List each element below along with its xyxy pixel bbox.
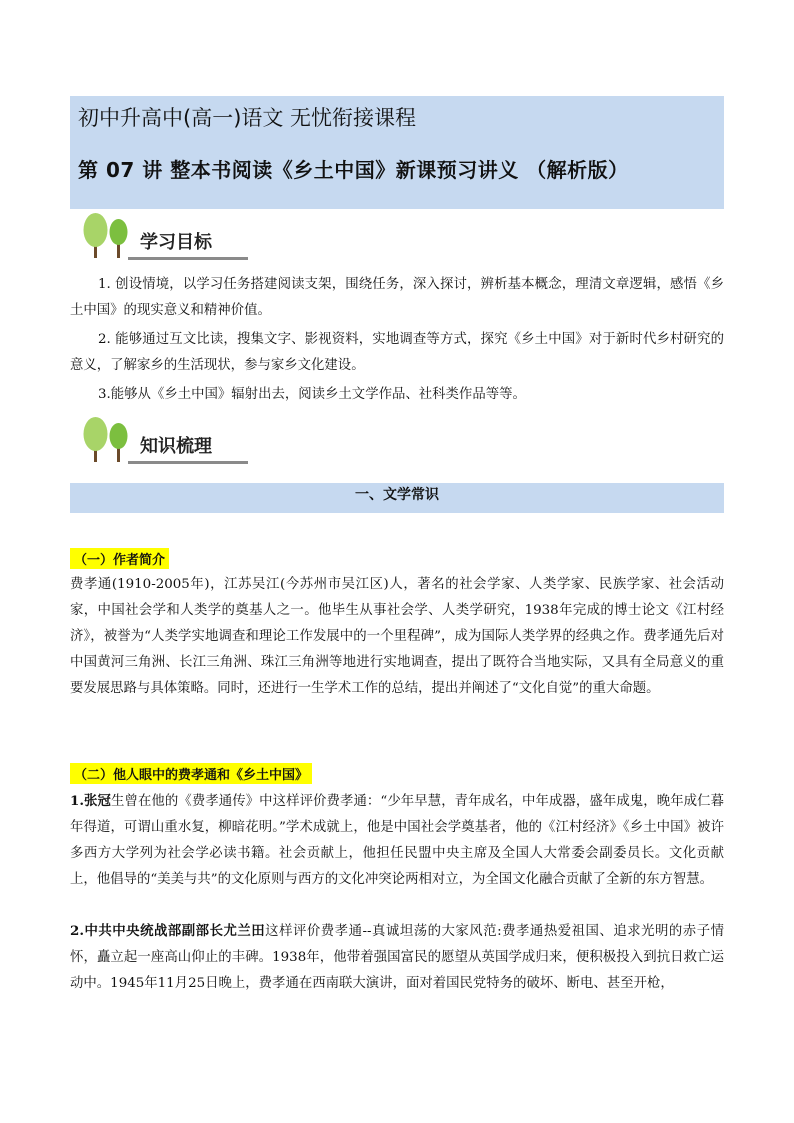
tree-icon xyxy=(80,212,136,258)
section-underline xyxy=(128,461,248,464)
section-goals-heading xyxy=(80,212,250,262)
goal-item-3: 3.能够从《乡土中国》辐射出去，阅读乡土文学作品、社科类作品等等。 xyxy=(98,387,526,402)
literature-band: 一、文学常识 xyxy=(70,483,724,513)
goal-item-1: 1. 创设情境，以学习任务搭建阅读支架，围绕任务，深入探讨，辨析基本概念，理清文章逻辑，感悟《乡土中国》的现实意义和精神价值。 xyxy=(70,277,724,318)
tree-icon xyxy=(80,416,136,462)
header-band xyxy=(70,96,724,209)
item-2-lead: 2.中共中央统战部副部长尤兰田 xyxy=(70,923,266,939)
item-1-text: 生曾在他的《费孝通传》中这样评价费孝通：“少年早慧，青年成名，中年成器，盛年成鬼，晚年成仁暮年得道，可谓山重水复，柳暗花明。”学术成就上，他是中国社会学奠基者，他的《江村经济》《乡土中国》被许多西方大学列为社会学必读书籍。社会贡献上，他担任民盟中央主席及全国人大常委会副委员长。文化贡献上，他倡导的“美美与共”的文化原则与西方的文化冲突论两相对立，为全国文化融合贡献了全新的东方智慧。 xyxy=(70,794,724,887)
others-item-1 xyxy=(70,788,724,893)
others-item-2 xyxy=(70,918,724,997)
course-title: 初中升高中(高一)语文 无忧衔接课程 xyxy=(78,106,417,130)
section-goals-label: 学习目标 xyxy=(140,232,212,253)
section-underline xyxy=(128,257,248,260)
item-2-text: 这样评价费孝通--真诚坦荡的大家风范:费孝通热爱祖国、追求光明的赤子情怀，矗立起一座高山仰止的丰碑。1938年，他带着强国富民的愿望从英国学成归来，便积极投入到抗日救亡运动中。1945年11月25日晚上，费孝通在西南联大演讲，面对着国民党特务的破坏、断电、甚至开枪， xyxy=(70,924,724,991)
author-heading: （一）作者简介 xyxy=(70,548,169,569)
others-heading: （二）他人眼中的费孝通和《乡土中国》 xyxy=(70,763,312,784)
author-text: 费孝通(1910-2005年)，江苏吴江(今苏州市吴江区)人，著名的社会学家、人类学家、民族学家、社会活动家，中国社会学和人类学的奠基人之一。他毕生从事社会学、人类学研究，1938年完成的博士论文《江村经济》，被誉为“人类学实地调查和理论工作发展中的一个里程碑”，成为国际人类学界的经典之作。费孝通先后对中国黄河三角洲、长江三角洲、珠江三角洲等地进行实地调查，提出了既符合当地实际，又具有全局意义的重要发展思路与具体策略。同时，还进行一生学术工作的总结，提出并阐述了“文化自觉”的重大命题。 xyxy=(70,577,724,696)
item-1-lead: 1.张冠 xyxy=(70,793,111,809)
section-knowledge-label: 知识梳理 xyxy=(140,436,212,457)
goal-item-2: 2. 能够通过互文比读，搜集文字、影视资料，实地调查等方式，探究《乡土中国》对于新时代乡村研究的意义，了解家乡的生活现状，参与家乡文化建设。 xyxy=(70,332,724,373)
section-knowledge-heading xyxy=(80,416,250,466)
lecture-title: 第 07 讲 整本书阅读《乡土中国》新课预习讲义 （解析版） xyxy=(78,158,629,182)
